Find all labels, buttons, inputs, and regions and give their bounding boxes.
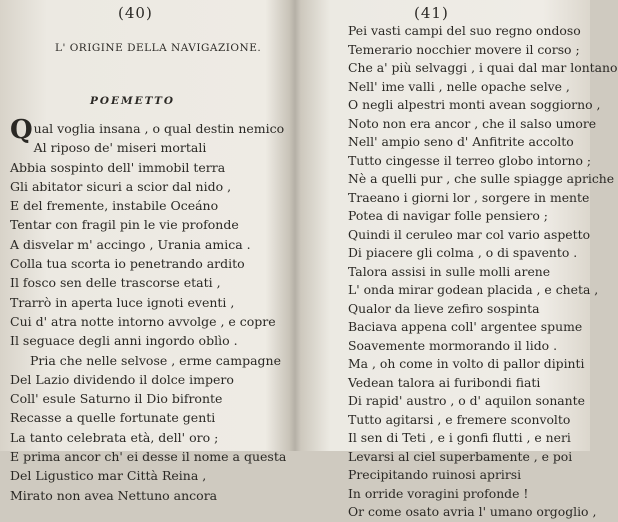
verse-line: Noto non era ancor , che il salso umore (348, 115, 597, 131)
verse-line: Vedean talora ai furibondi fiati (348, 374, 541, 390)
verse-line: In orride voragini profonde ! (348, 485, 529, 501)
verse-line: Potea di navigar folle pensiero ; (348, 208, 548, 223)
verse-line: Coll' esule Saturno il Dio bifronte (10, 391, 223, 407)
poem-heading: L' ORIGINE DELLA NAVIGAZIONE. (55, 42, 262, 54)
verse-line: Gli abitator sicuri a scior dal nido , (10, 178, 232, 194)
right-page-number: (41) (414, 4, 449, 22)
verse-line: Colla tua scorta io penetrando ardito (10, 256, 245, 272)
verse-line: Traeano i giorni lor , sorgere in mente (348, 189, 590, 205)
verse-line: Abbia sospinto dell' immobil terra (10, 159, 226, 175)
verse-line: Pria che nelle selvose , erme campagne (30, 352, 281, 368)
verse-line: Il fosco sen delle trascorse etati , (10, 275, 221, 291)
verse-line: Cui d' atra notte intorno avvolge , e copre (10, 313, 276, 329)
verse-line: Che a' più selvaggi , i quai dal mar lontano (348, 60, 618, 75)
drop-cap: Q (10, 115, 33, 145)
verse-line: Levarsi al ciel superbamente , e poi (348, 448, 573, 464)
verse-line: Nell' ime valli , nelle opache selve , (348, 78, 570, 94)
left-page-number: (40) (118, 4, 153, 22)
verse-line: Di piacere gli colma , o di spavento . (348, 245, 578, 260)
verse-line: Pei vasti campi del suo regno ondoso (348, 23, 581, 38)
verse-line: Nell' ampio seno d' Anfitrite accolto (348, 134, 574, 149)
right-page (298, 0, 618, 519)
verse-line: Qualor da lieve zefiro sospinta (348, 300, 540, 316)
verse-line: L' onda mirar godean placida , e cheta , (348, 282, 599, 297)
verse-line: Recasse a quelle fortunate genti (10, 410, 216, 426)
verse-line: A disvelar m' accingo , Urania amica . (10, 236, 251, 252)
verse-line: Il seguace degli anni ingordo oblìo . (10, 333, 238, 349)
verse-line: E prima ancor ch' ei desse il nome a questa (10, 449, 287, 465)
verse-line: Soavemente mormorando il lido . (348, 337, 558, 353)
verse-line: Di rapid' austro , o d' aquilon sonante (348, 393, 585, 408)
verse-line: Tutto agitarsi , e fremere sconvolto (348, 411, 571, 427)
verse-line: Precipitando ruinosi aprirsi (348, 467, 522, 482)
left-page-text (10, 115, 287, 505)
right-page-text (348, 22, 618, 522)
verse-line: Baciava appena coll' argentee spume (348, 319, 583, 334)
verse-line: Del Ligustico mar Città Reina , (10, 468, 207, 484)
verse-line: O negli alpestri monti avean soggiorno , (348, 97, 601, 112)
verse-line: Tentar con fragil pin le vie profonde (10, 217, 239, 233)
poem-subheading: POEMETTO (90, 95, 176, 107)
verse-line: Il sen di Teti , e i gonfi flutti , e neri (348, 430, 571, 445)
verse-line: Temerario nocchier movere il corso ; (348, 41, 580, 57)
verse-line: Ma , oh come in volto di pallor dipinti (348, 356, 585, 371)
verse-line: Del Lazio dividendo il dolce impero (10, 371, 234, 387)
verse-line: La tanto celebrata età, dell' oro ; (10, 429, 219, 445)
verse-line: Tutto cingesse il terreo globo intorno ; (348, 152, 592, 168)
verse-line: Nè a quelli pur , che sulle spiagge apriche (348, 171, 615, 186)
verse-line: Trarrò in aperta luce ignoti eventi , (10, 294, 235, 310)
verse-line: Mirato non avea Nettuno ancora (10, 487, 218, 503)
left-page (0, 0, 293, 503)
verse-line: Qual voglia insana , o qual destin nemico (10, 115, 285, 145)
verse-line: Al riposo de' miseri mortali (33, 140, 207, 156)
verse-line: Quindi il ceruleo mar col vario aspetto (348, 226, 591, 242)
verse-line: Or come osato avria l' umano orgoglio , (348, 504, 597, 519)
verse-line: E del fremente, instabile Oceáno (10, 198, 219, 214)
verse-line: Talora assisi in sulle molli arene (348, 263, 551, 279)
